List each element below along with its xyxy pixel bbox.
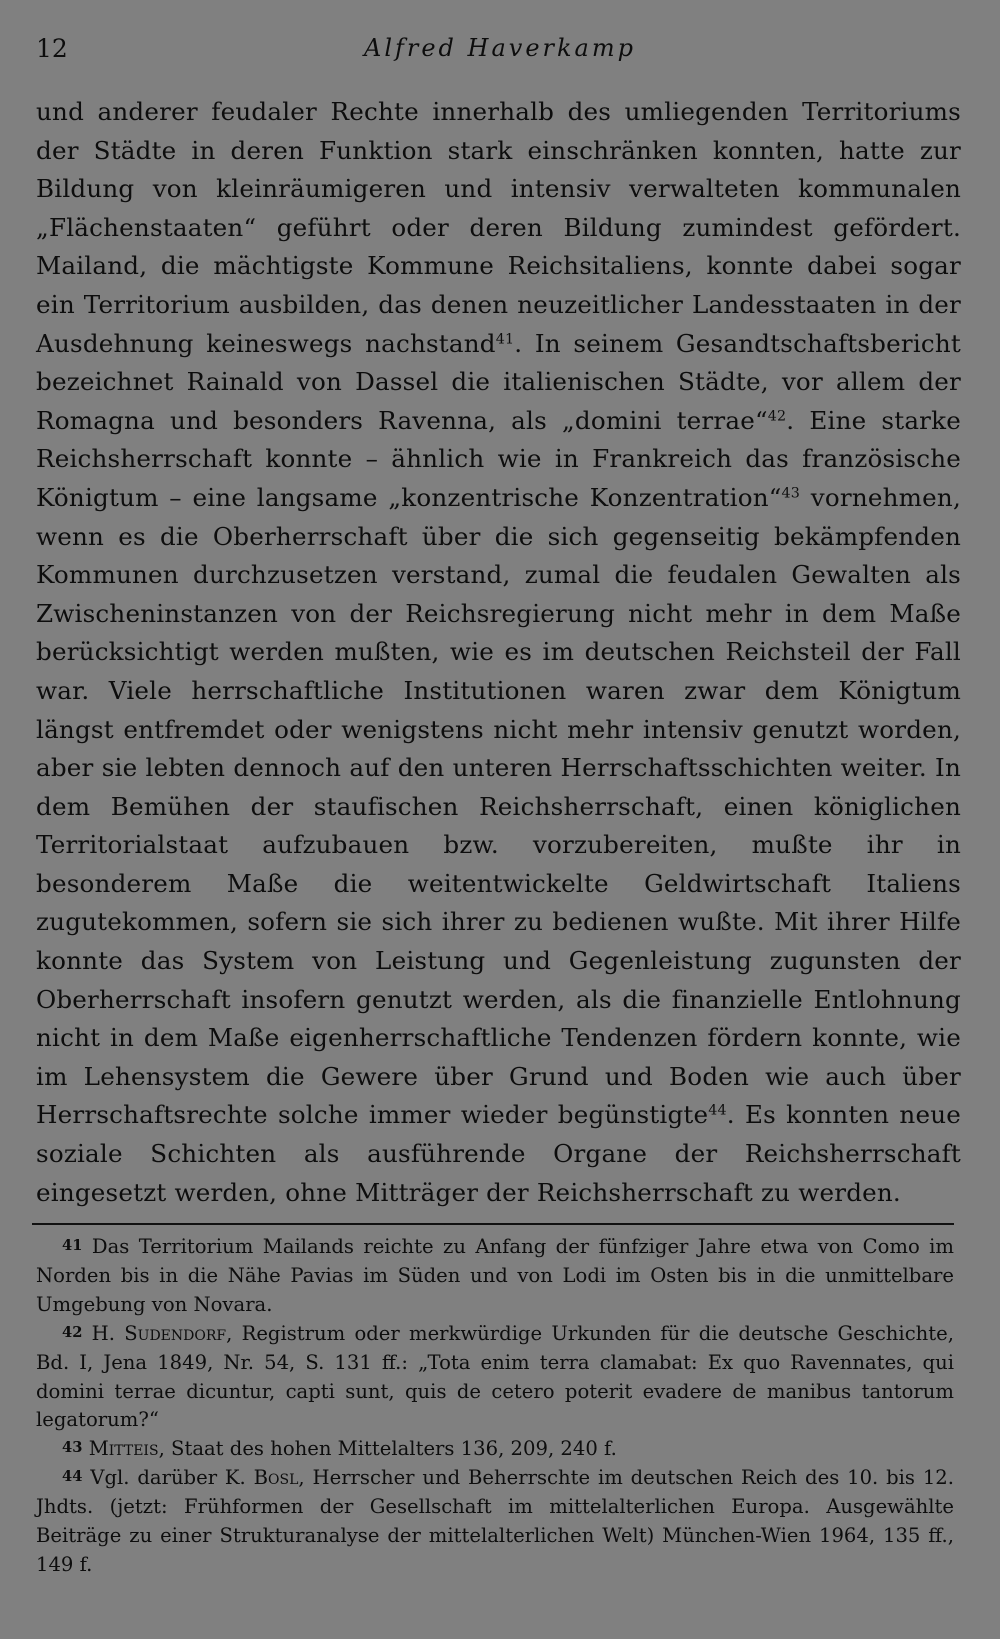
body-text-segment: . Eine starke Reichsherrschaft konnte – ähnlich wie in Frankreich das französische Königtum – eine langsame „konzentrische Konzentration“	[36, 405, 961, 512]
footnote-ref: 44	[708, 1103, 727, 1120]
footnote-42	[36, 1320, 954, 1436]
page-header	[36, 34, 964, 70]
footnote-44	[36, 1464, 954, 1580]
body-text-segment: . In seinem Gesandtschaftsbericht bezeichnet Rainald von Dassel die italienischen Städte, vor allem der Romagna und besonders Ravenna, als „domini terrae“	[36, 328, 961, 435]
footnotes	[36, 1233, 954, 1580]
footnote-ref: 41	[495, 331, 515, 348]
footnote-ref: 43	[781, 485, 801, 502]
footnote-number: 42	[62, 1323, 83, 1341]
footnote-number: 41	[62, 1237, 83, 1255]
body-text-segment: . Es konnten neue soziale Schichten als ausführende Organe der Reichsherrschaft eingesetzt werden, ohne Mitträger der Reichsherrschaft zu werden.	[36, 1100, 962, 1207]
footnote-separator	[32, 1223, 954, 1225]
footnote-author: Mitteis	[88, 1437, 159, 1461]
footnote-43	[36, 1435, 954, 1464]
footnote-text: H.	[82, 1321, 125, 1345]
body-paragraph	[36, 93, 961, 1212]
body-text-segment: und anderer feudaler Rechte innerhalb des umliegenden Territoriums der Städte in deren Funktion stark einschränken konnten, hatte zur Bildung von kleinräumigeren und intensiv verwalteten kommunalen „Flächenstaaten“ geführt oder deren Bildung zumindest gefördert. Mailand, die mächtigste Kommune Reichsitaliens, konnte dabei sogar ein Territorium ausbilden, das denen neuzeitlicher Landesstaaten in der Ausdehnung keineswegs nachstand	[36, 97, 961, 358]
footnote-41	[36, 1233, 954, 1320]
footnote-text: Vgl. darüber K.	[82, 1466, 254, 1490]
footnote-text: , Herrscher und Beherrschte im deutschen Reich des 10. bis 12. Jhdts. (jetzt: Frühformen der Gesellschaft im mittelalterlichen Europa. Ausgewählte Beiträge zu einer Strukturanalyse der mittelalterlichen Welt) München-Wien 1964, 135 ff., 149 f.	[36, 1466, 954, 1576]
footnote-number: 44	[62, 1468, 83, 1486]
footnote-author: Sudendorf	[124, 1321, 227, 1345]
running-head: Alfred Haverkamp	[363, 34, 636, 62]
footnote-ref: 42	[767, 408, 787, 425]
footnote-author: Bosl	[253, 1466, 299, 1490]
body-text-segment: vornehmen, wenn es die Oberherrschaft über die sich gegenseitig bekämpfenden Kommunen durchzusetzen verstand, zumal die feudalen Gewalten als Zwischeninstanzen von der Reichsregierung nicht mehr in dem Maße berücksichtigt werden mußten, wie es im deutschen Reichsteil der Fall war. Viele herrschaftliche Institutionen waren zwar dem Königtum längst entfremdet oder wenigstens nicht mehr intensiv genutzt worden, aber sie lebten dennoch auf den unteren Herrschaftsschichten weiter. In dem Bemühen der staufischen Reichsherrschaft, einen königlichen Territorialstaat aufzubauen bzw. vorzubereiten, mußte ihr in besonderem Maße die weitentwickelte Geldwirtschaft Italiens zugutekommen, sofern sie sich ihrer zu bedienen wußte. Mit ihrer Hilfe konnte das System von Leistung und Gegenleistung zugunsten der Oberherrschaft insofern genutzt werden, als die finanzielle Entlohnung nicht in dem Maße eigenherrschaftliche Tendenzen fördern konnte, wie im Lehensystem die Gewere über Grund und Boden wie auch über Herrschaftsrechte solche immer wieder begünstigte	[36, 482, 961, 1130]
footnote-text: Das Territorium Mailands reichte zu Anfang der fünfziger Jahre etwa von Como im Norden bis in die Nähe Pavias im Süden und von Lodi im Osten bis in die unmittelbare Umgebung von Novara.	[36, 1235, 954, 1316]
footnote-number: 43	[62, 1439, 83, 1457]
footnote-text: , Registrum oder merkwürdige Urkunden für die deutsche Geschichte, Bd. I, Jena 1849, Nr. 54, S. 131 ff.: „Tota enim terra clamabat: Ex quo Ravennates, qui domini terrae dicuntur, capti sunt, quis de cetero poterit evadere de manibus tantorum legatorum?“	[36, 1321, 954, 1432]
footnote-text: , Staat des hohen Mittelalters 136, 209, 240 f.	[158, 1437, 617, 1461]
page-number: 12	[36, 34, 68, 63]
